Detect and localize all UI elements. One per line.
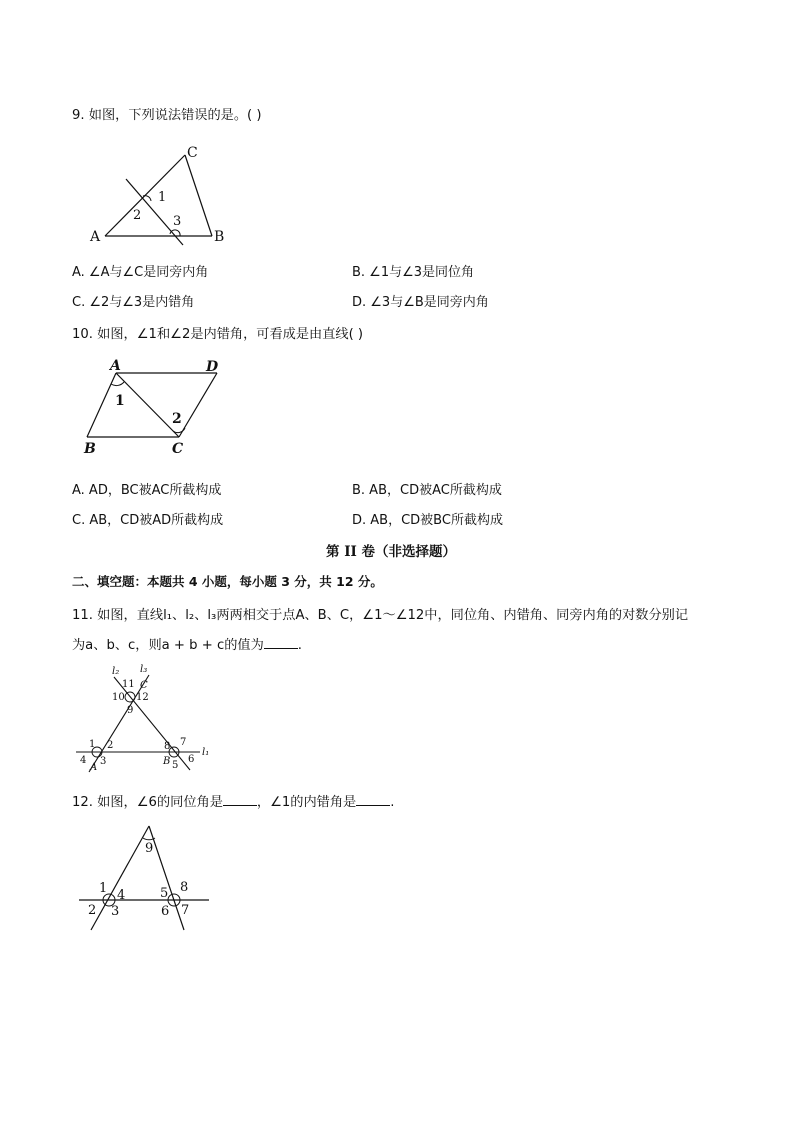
q12-stem-a: 12. 如图，∠6的同位角是 <box>72 795 223 810</box>
q9-figure <box>86 144 231 246</box>
q11-label-7: 7 <box>180 737 187 748</box>
q9-option-c[interactable]: C. ∠2与∠3是内错角 <box>72 295 195 310</box>
q12-label-6: 6 <box>161 904 170 919</box>
q12-label-4: 4 <box>117 888 126 903</box>
q9-label-2: 2 <box>133 208 142 223</box>
q12-stem <box>72 791 394 810</box>
q11-line2-end: . <box>297 638 302 653</box>
q11-line2-text: 为a、b、c，则a + b + c的值为 <box>72 638 264 653</box>
q10-figure <box>80 356 230 460</box>
q10-option-b[interactable]: B. AB，CD被AC所截构成 <box>352 483 502 498</box>
q12-answer-blank-2[interactable] <box>356 793 390 806</box>
q10-option-c[interactable]: C. AB，CD被AD所截构成 <box>72 513 224 528</box>
q10-label-D: D <box>206 359 219 375</box>
q10-label-2: 2 <box>172 411 182 427</box>
q10-label-1: 1 <box>115 393 125 409</box>
q11-label-l2: l₂ <box>112 666 120 677</box>
q9-side-CB <box>185 155 212 236</box>
q11-label-12: 12 <box>136 692 149 703</box>
q11-label-A: A <box>90 762 98 773</box>
q10-angle-arc-1 <box>111 382 124 386</box>
q12-label-5: 5 <box>160 886 169 901</box>
q10-label-C: C <box>172 441 184 457</box>
q11-label-6: 6 <box>188 754 195 765</box>
q9-label-B: B <box>214 229 225 245</box>
q9-label-A: A <box>90 229 101 245</box>
q11-label-11: 11 <box>122 679 135 690</box>
q12-label-1: 1 <box>99 881 108 896</box>
q9-label-C: C <box>187 145 198 161</box>
q9-option-d[interactable]: D. ∠3与∠B是同旁内角 <box>352 295 489 310</box>
q12-label-7: 7 <box>181 903 190 918</box>
q9-label-1: 1 <box>158 190 167 205</box>
q11-label-l1: l₁ <box>202 747 210 758</box>
q12-stem-c: . <box>390 795 395 810</box>
q11-label-4: 4 <box>80 755 87 766</box>
q12-label-3: 3 <box>111 904 120 919</box>
q11-label-2: 2 <box>107 740 114 751</box>
q11-label-C: C <box>140 680 148 691</box>
q12-figure <box>72 820 217 935</box>
q12-label-8: 8 <box>180 880 189 895</box>
q11-label-8: 8 <box>164 741 171 752</box>
q11-label-5: 5 <box>172 760 179 771</box>
q10-label-A: A <box>110 358 121 374</box>
q12-answer-blank-1[interactable] <box>223 793 257 806</box>
q9-option-a[interactable]: A. ∠A与∠C是同旁内角 <box>72 265 209 280</box>
q9-label-3: 3 <box>173 214 182 229</box>
q11-answer-blank[interactable] <box>264 636 298 649</box>
q11-label-9: 9 <box>127 705 134 716</box>
q10-side-DC <box>179 373 217 437</box>
q11-label-B: B <box>163 756 171 767</box>
q11-label-l3: l₃ <box>140 664 148 675</box>
q11-label-3: 3 <box>100 756 107 767</box>
q11-line-l2 <box>114 677 190 770</box>
q10-stem: 10. 如图，∠1和∠2是内错角，可看成是由直线( ) <box>72 327 364 342</box>
section-heading: 二、填空题：本题共 4 小题，每小题 3 分，共 12 分。 <box>72 574 383 589</box>
q12-stem-b: ，∠1的内错角是 <box>256 795 357 810</box>
q10-angle-arc-2 <box>173 428 185 433</box>
q10-option-d[interactable]: D. AB，CD被BC所截构成 <box>352 513 503 528</box>
q9-option-b[interactable]: B. ∠1与∠3是同位角 <box>352 265 475 280</box>
q12-line-left <box>91 826 149 930</box>
q11-line2 <box>72 634 302 653</box>
q10-label-B: B <box>84 441 96 457</box>
q11-label-1: 1 <box>89 739 96 750</box>
q12-label-2: 2 <box>88 903 97 918</box>
q12-label-9: 9 <box>145 841 154 856</box>
q11-line1: 11. 如图，直线l₁、l₂、l₃两两相交于点A、B、C，∠1～∠12中，同位角、内错角、同旁内角的对数分别记 <box>72 608 689 623</box>
q11-figure <box>72 660 222 780</box>
q10-option-a[interactable]: A. AD，BC被AC所截构成 <box>72 483 222 498</box>
section-title: 第 II 卷（非选择题） <box>326 544 457 560</box>
q10-diagonal-AC <box>116 373 179 437</box>
q11-label-10: 10 <box>112 692 125 703</box>
q9-stem: 9. 如图，下列说法错误的是。( ) <box>72 108 262 123</box>
q10-side-AB <box>87 373 116 437</box>
